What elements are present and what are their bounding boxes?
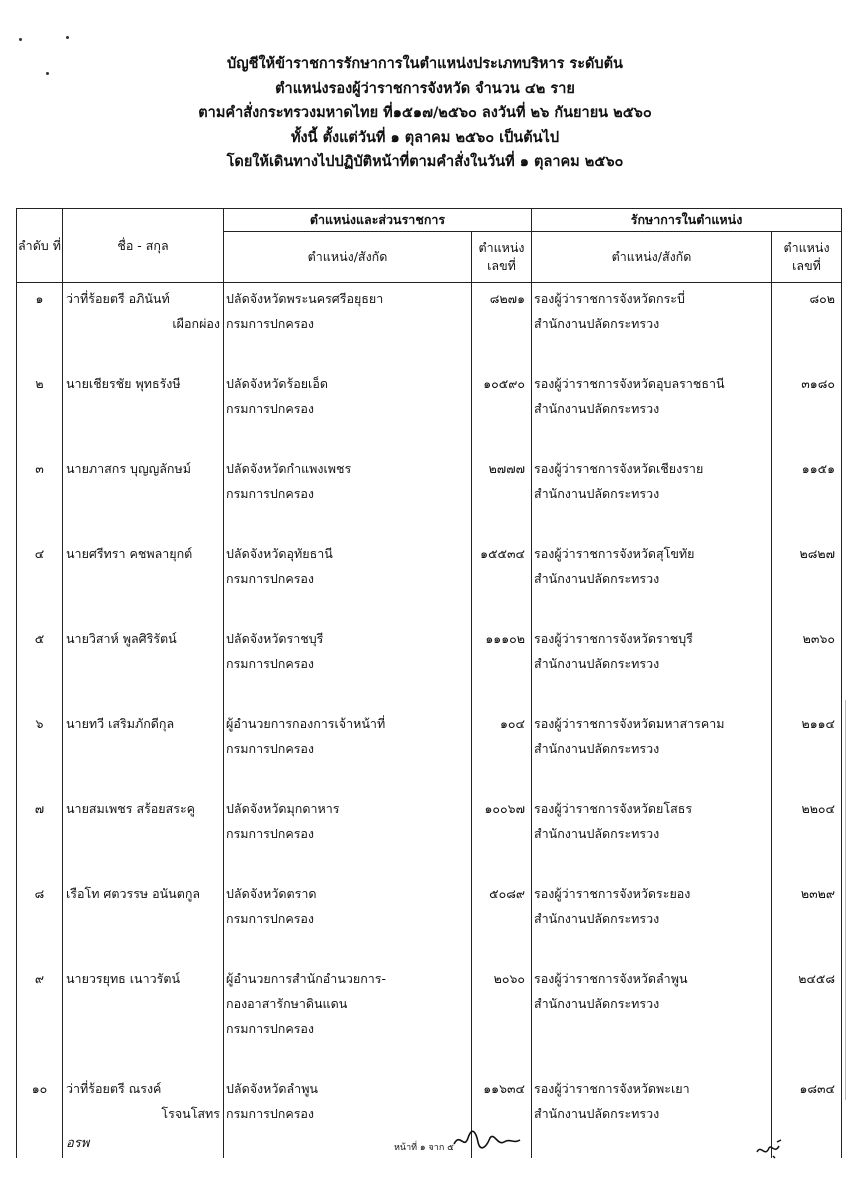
- row-unit-line1: ผู้อำนวยการสำนักอำนวยการ-: [226, 971, 387, 986]
- row-unit-line2: กรมการปกครอง: [226, 826, 315, 841]
- row-acting-position-number: ๒๘๒๗: [772, 538, 842, 623]
- row-name: [63, 368, 224, 453]
- row-unit-line1: ปลัดจังหวัดราชบุรี: [226, 631, 324, 646]
- column-header-name: ชื่อ - สกุล: [63, 209, 224, 283]
- row-number: ๗: [17, 793, 63, 878]
- row-acting-line2: สำนักงานปลัดกระทรวง: [534, 316, 660, 331]
- footer-initials: อรพ: [66, 1136, 90, 1151]
- column-group-acting-position: รักษาการในตำแหน่ง: [532, 209, 842, 232]
- row-unit-line2: กรมการปกครอง: [226, 401, 315, 416]
- row-name-line1: นายวรยุทธ เนาวรัตน์: [66, 971, 181, 986]
- row-name-line1: ว่าที่ร้อยตรี ณรงค์: [66, 1081, 162, 1096]
- row-name: [63, 283, 224, 369]
- column-header-acting-unit: ตำแหน่ง/สังกัด: [532, 232, 772, 283]
- row-name-line1: นายสมเพชร สร้อยสระคู: [66, 801, 196, 816]
- row-acting-position-number: ๒๓๒๙: [772, 878, 842, 963]
- row-acting-line1: รองผู้ว่าราชการจังหวัดมหาสารคาม: [534, 716, 725, 731]
- row-unit-line2: กรมการปกครอง: [226, 1106, 315, 1121]
- row-unit-line3: กรมการปกครอง: [226, 1021, 315, 1036]
- header-order-reference: ตามคำสั่งกระทรวงมหาดไทย ที่๑๕๑๗/๒๕๖๐ ลงวันที่ ๒๖ กันยายน ๒๕๖๐: [198, 105, 652, 121]
- row-acting-unit: [532, 368, 772, 453]
- table-row: [17, 963, 842, 1073]
- signature-icon: [452, 1128, 522, 1152]
- row-name-line1: นายภาสกร บุญญลักษม์: [66, 461, 191, 476]
- row-name: [63, 793, 224, 878]
- row-unit: [224, 708, 472, 793]
- row-acting-line1: รองผู้ว่าราชการจังหวัดสุโขทัย: [534, 546, 695, 561]
- row-unit-line1: ปลัดจังหวัดอุทัยธานี: [226, 546, 333, 561]
- table-row: [17, 708, 842, 793]
- table-row: [17, 623, 842, 708]
- row-acting-position-number: ๑๑๕๑: [772, 453, 842, 538]
- table-row: [17, 538, 842, 623]
- row-acting-line2: สำนักงานปลัดกระทรวง: [534, 996, 660, 1011]
- row-number: ๒: [17, 368, 63, 453]
- row-number: ๑: [17, 283, 63, 369]
- row-acting-line1: รองผู้ว่าราชการจังหวัดพะเยา: [534, 1081, 690, 1096]
- table-row: [17, 368, 842, 453]
- row-acting-unit: [532, 283, 772, 369]
- row-unit: [224, 283, 472, 369]
- row-unit: [224, 793, 472, 878]
- row-unit-line2: กรมการปกครอง: [226, 656, 315, 671]
- row-acting-position-number: ๘๐๒: [772, 283, 842, 369]
- row-position-number: ๒๗๗๗: [472, 453, 532, 538]
- row-acting-position-number: ๒๔๕๘: [772, 963, 842, 1073]
- row-name-line1: เรือโท ศตวรรษ อนันตกูล: [66, 886, 201, 901]
- row-acting-unit: [532, 623, 772, 708]
- header-position-count: ตำแหน่งรองผู้ว่าราชการจังหวัด จำนวน ๔๒ ราย: [275, 80, 575, 97]
- row-unit-line1: ปลัดจังหวัดตราด: [226, 886, 317, 901]
- row-name: [63, 878, 224, 963]
- row-name-line2: โรจนโสทร: [161, 1106, 220, 1121]
- row-position-number: ๑๐๐๖๗: [472, 793, 532, 878]
- row-acting-line1: รองผู้ว่าราชการจังหวัดราชบุรี: [534, 631, 693, 646]
- row-acting-unit: [532, 1073, 772, 1158]
- page-number: หน้าที่ ๑ จาก ๕: [394, 1143, 454, 1153]
- row-acting-position-number: ๑๘๓๔: [772, 1073, 842, 1158]
- row-unit-line2: กรมการปกครอง: [226, 741, 315, 756]
- row-position-number: ๑๐๔: [472, 708, 532, 793]
- column-header-number: ลำดับ ที่: [17, 209, 63, 283]
- row-unit-line2: กรมการปกครอง: [226, 316, 315, 331]
- scan-speck: [19, 38, 22, 41]
- column-group-current-position: ตำแหน่งและส่วนราชการ: [224, 209, 532, 232]
- row-name-line1: นายศรีทรา คชพลายุกต์: [66, 546, 193, 561]
- row-unit-line1: ปลัดจังหวัดกำแพงเพชร: [226, 461, 352, 476]
- row-position-number: ๑๕๕๓๔: [472, 538, 532, 623]
- row-unit-line1: ปลัดจังหวัดลำพูน: [226, 1081, 318, 1096]
- document-header: [0, 52, 850, 175]
- row-acting-line1: รองผู้ว่าราชการจังหวัดระยอง: [534, 886, 691, 901]
- row-acting-line1: รองผู้ว่าราชการจังหวัดเชียงราย: [534, 461, 704, 476]
- row-acting-line2: สำนักงานปลัดกระทรวง: [534, 656, 660, 671]
- row-acting-line2: สำนักงานปลัดกระทรวง: [534, 826, 660, 841]
- row-name-line1: ว่าที่ร้อยตรี อภินันท์: [66, 291, 170, 306]
- row-name-line1: นายเชียรชัย พุทธรังษี: [66, 376, 181, 391]
- row-number: ๖: [17, 708, 63, 793]
- header-effective-date: ทั้งนี้ ตั้งแต่วันที่ ๑ ตุลาคม ๒๕๖๐ เป็นต้นไป: [290, 129, 560, 146]
- row-acting-line2: สำนักงานปลัดกระทรวง: [534, 741, 660, 756]
- row-unit-line1: ปลัดจังหวัดมุกดาหาร: [226, 801, 340, 816]
- row-position-number: ๕๐๘๙: [472, 878, 532, 963]
- row-name-line1: นายทวี เสริมภักดีกุล: [66, 716, 175, 731]
- row-acting-line1: รองผู้ว่าราชการจังหวัดกระบี่: [534, 291, 685, 306]
- row-acting-line1: รองผู้ว่าราชการจังหวัดลำพูน: [534, 971, 688, 986]
- row-unit: [224, 623, 472, 708]
- row-unit-line1: ผู้อำนวยการกองการเจ้าหน้าที่: [226, 716, 386, 731]
- row-acting-position-number: ๓๑๘๐: [772, 368, 842, 453]
- table-row: [17, 793, 842, 878]
- header-title: บัญชีให้ข้าราชการรักษาการในตำแหน่งประเภทบริหาร ระดับต้น: [227, 56, 623, 72]
- row-acting-unit: [532, 538, 772, 623]
- row-number: ๙: [17, 963, 63, 1073]
- row-unit-line2: กองอาสารักษาดินแดน: [226, 996, 348, 1011]
- table-row: [17, 878, 842, 963]
- appointment-table: [16, 208, 842, 1158]
- row-acting-line2: สำนักงานปลัดกระทรวง: [534, 401, 660, 416]
- row-acting-unit: [532, 793, 772, 878]
- row-number: ๑๐: [17, 1073, 63, 1158]
- row-acting-unit: [532, 453, 772, 538]
- row-number: ๕: [17, 623, 63, 708]
- column-header-acting-position-number: ตำแหน่ง เลขที่: [772, 232, 842, 283]
- row-position-number: ๑๑๖๓๔: [472, 1073, 532, 1158]
- row-name: [63, 623, 224, 708]
- row-number: ๘: [17, 878, 63, 963]
- row-name: [63, 708, 224, 793]
- row-unit-line2: กรมการปกครอง: [226, 486, 315, 501]
- scan-edge-line: [845, 700, 846, 1100]
- row-number: ๔: [17, 538, 63, 623]
- table-row: [17, 283, 842, 369]
- row-number: ๓: [17, 453, 63, 538]
- row-name: [63, 963, 224, 1073]
- row-acting-line1: รองผู้ว่าราชการจังหวัดอุบลราชธานี: [534, 376, 725, 391]
- row-unit: [224, 963, 472, 1073]
- handwritten-mark-icon: [755, 1138, 785, 1160]
- scan-speck: [66, 36, 69, 39]
- row-unit-line2: กรมการปกครอง: [226, 911, 315, 926]
- row-unit-line2: กรมการปกครอง: [226, 571, 315, 586]
- row-name-line1: นายวิสาห์ พูลศิริรัตน์: [66, 631, 177, 646]
- row-position-number: ๑๐๕๙๐: [472, 368, 532, 453]
- table-row: [17, 453, 842, 538]
- row-name: [63, 453, 224, 538]
- row-unit: [224, 453, 472, 538]
- row-position-number: ๑๑๑๐๒: [472, 623, 532, 708]
- row-unit-line1: ปลัดจังหวัดพระนครศรีอยุธยา: [226, 291, 384, 306]
- column-header-unit: ตำแหน่ง/สังกัด: [224, 232, 472, 283]
- row-acting-line2: สำนักงานปลัดกระทรวง: [534, 486, 660, 501]
- row-unit: [224, 538, 472, 623]
- column-header-position-number: ตำแหน่ง เลขที่: [472, 232, 532, 283]
- row-name-line2: เผือกผ่อง: [172, 316, 220, 331]
- row-unit: [224, 368, 472, 453]
- row-name: [63, 538, 224, 623]
- header-travel-instruction: โดยให้เดินทางไปปฏิบัติหน้าที่ตามคำสั่งในวันที่ ๑ ตุลาคม ๒๕๖๐: [226, 154, 624, 170]
- row-acting-unit: [532, 878, 772, 963]
- row-acting-unit: [532, 963, 772, 1073]
- row-acting-line2: สำนักงานปลัดกระทรวง: [534, 911, 660, 926]
- row-unit: [224, 878, 472, 963]
- row-acting-line1: รองผู้ว่าราชการจังหวัดยโสธร: [534, 801, 693, 816]
- row-acting-position-number: ๒๑๑๔: [772, 708, 842, 793]
- row-acting-position-number: ๒๓๖๐: [772, 623, 842, 708]
- row-acting-line2: สำนักงานปลัดกระทรวง: [534, 1106, 660, 1121]
- row-position-number: ๘๒๗๑: [472, 283, 532, 369]
- row-unit-line1: ปลัดจังหวัดร้อยเอ็ด: [226, 376, 328, 391]
- row-position-number: ๒๐๖๐: [472, 963, 532, 1073]
- row-acting-unit: [532, 708, 772, 793]
- row-acting-position-number: ๒๒๐๔: [772, 793, 842, 878]
- row-acting-line2: สำนักงานปลัดกระทรวง: [534, 571, 660, 586]
